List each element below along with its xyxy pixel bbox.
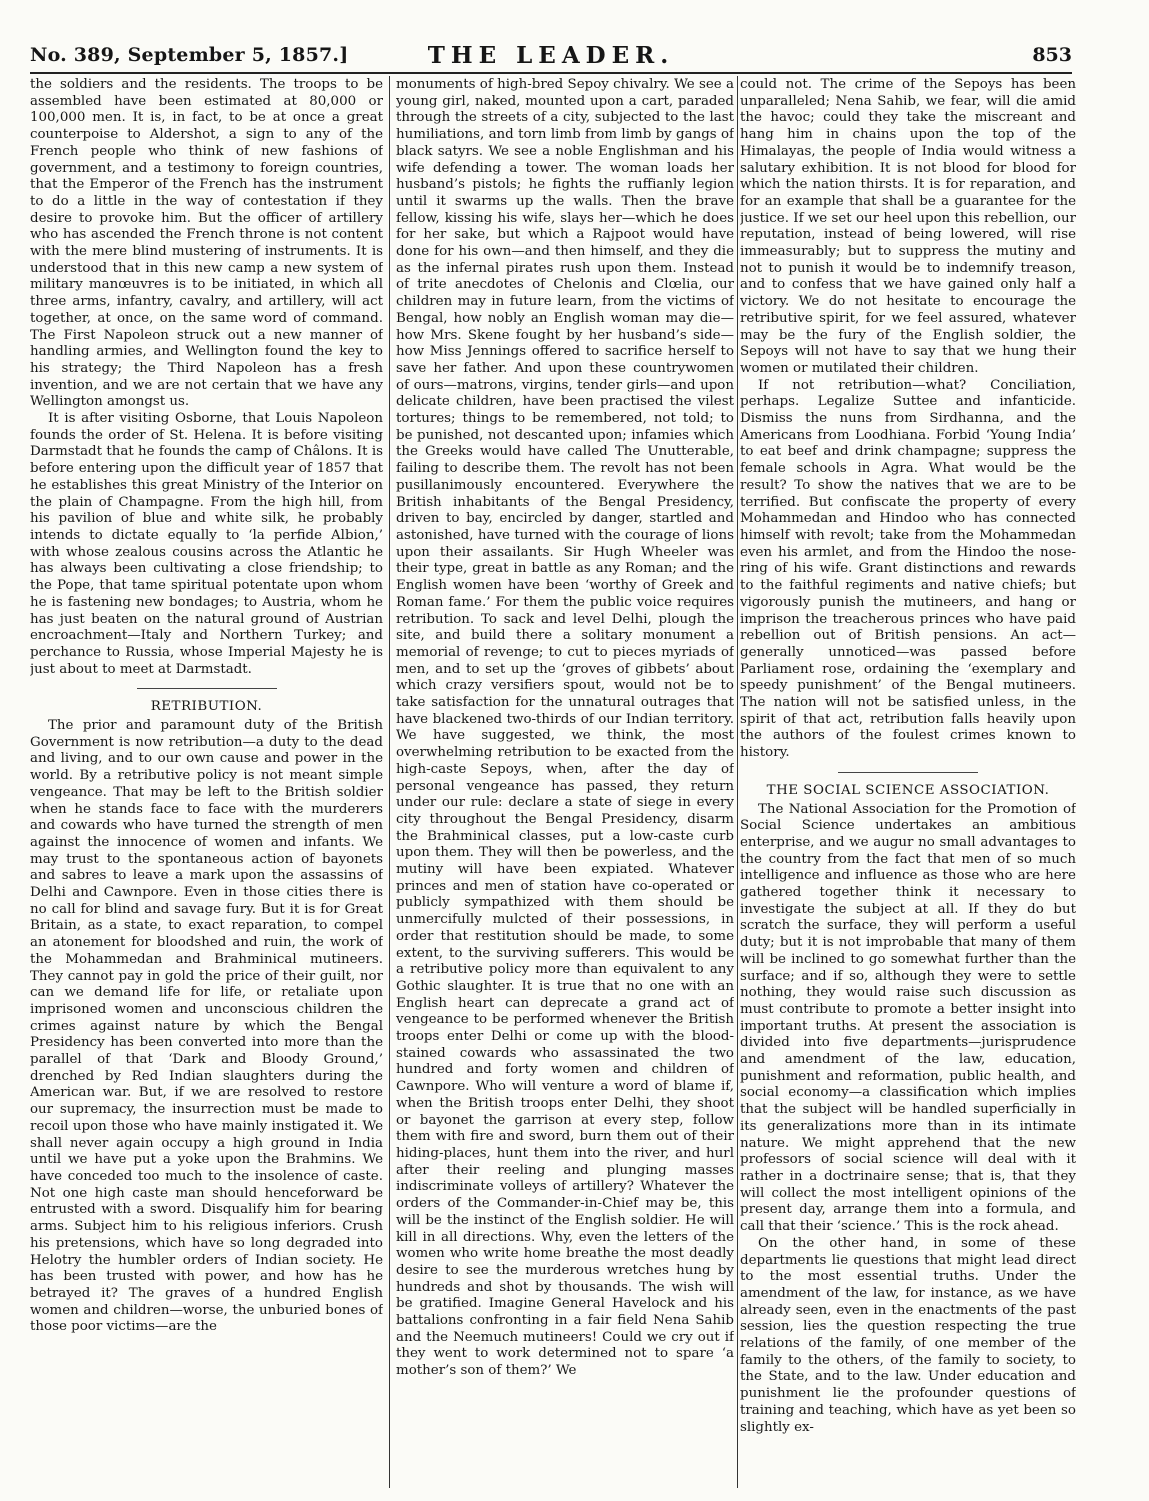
column-1	[30, 77, 383, 1489]
section-divider-2	[838, 772, 978, 773]
heading-retribution: RETRIBUTION.	[150, 699, 263, 715]
column-rule-1	[389, 76, 390, 1488]
paragraph-camp: the soldiers and the residents. The troops to be assembled have been estimated at 80,000 or 100,000 men. It is, in fact, to be at once a great counterpoise to Aldershot, a sign to any of the French people who think of new fashions of government, and a testimony to foreign countries, that the Emperor of the French has the instrument to do a little in the way of contestation if they desire to provoke him. But the officer of artillery who has ascended the French throne is not content with the mere blind mustering of instruments. It is understood that in this new camp a new system of military manœuvres is to be initiated, in which all three arms, infantry, cavalry, and artillery, will act together, at once, on the same word of command. The First Napoleon struck out a new manner of handling armies, and Wellington found the key to his strategy; the Third Napoleon has a fresh invention, and we are not certain that we have any Wellington amongst us.	[30, 77, 383, 410]
column-rule-2	[737, 76, 738, 1488]
heading-social-science: THE SOCIAL SCIENCE ASSOCIATION.	[766, 782, 1050, 798]
masthead	[30, 42, 1072, 74]
page-number: 853	[1032, 44, 1072, 66]
paragraph-osborne: It is after visiting Osborne, that Louis Napoleon founds the order of St. Helena. It is before visiting Darmstadt that he founds the camp of Châlons. It is before entering upon the difficult year of 1857 that he establishes this great Ministry of the Interior on the plain of Champagne. From the high hill, from his pavilion of blue and white silk, he probably intends to dictate equally to ‘la perfide Albion,’ with whose zealous cousins across the Atlantic he has always been cultivating a close friendship; to the Pope, that tame spiritual potentate upon whom he is fastening new bondages; to Austria, whom he has just beaten on the natural ground of Austrian encroachment—Italy and Northern Turkey; and perchance to Russia, whose Imperial Majesty he is just about to meet at Darmstadt.	[30, 411, 383, 677]
paragraph-retribution-2: monuments of high-bred Sepoy chivalry. We see a young girl, naked, mounted upon a cart, paraded through the streets of a city, subjected to the last humiliations, and torn limb from limb by gangs of black satyrs. We see a noble Englishman and his wife defending a tower. The woman loads her husband’s pistols; he fights the ruffianly legion until it swarms up the walls. Then the brave fellow, kissing his wife, slays her—which he does for her sake, but which a Rajpoot would have done for his own—and then himself, and they die as the infernal pirates rush upon them. Instead of trite anecdotes of Chelonis and Clœlia, our children may in future learn, from the victims of Bengal, how nobly an English woman may die—how Mrs. Skene fought by her husband’s side—how Miss Jennings offered to sacrifice herself to save her father. And upon these countrywomen of ours—matrons, virgins, tender girls—and upon delicate children, have been practised the vilest tortures; things to be remembered, not told; to be punished, not descanted upon; infamies which the Greeks would have called The Unutterable, failing to describe them. The revolt has not been pusillanimously encountered. Everywhere the British inhabitants of the Bengal Presidency, driven to bay, encircled by danger, startled and astonished, have turned with the courage of lions upon their assailants. Sir Hugh Wheeler was their type, great in battle as any Roman; and the English women have been ‘worthy of Greek and Roman fame.’ For them the public voice requires retribution. To sack and level Delhi, plough the site, and build there a solitary monument a memorial of revenge; to cut to pieces myriads of men, and to set up the ‘groves of gibbets’ about which crazy versifiers spout, would not be to take satisfaction for the unnatural outrages that have blackened two-thirds of our Indian territory. We have suggested, we think, the most overwhelming retribution to be exacted from the high-caste Sepoys, when, after the day of personal vengeance has passed, they return under our rule: declare a state of siege in every city throughout the Bengal Presidency, disarm the Brahminical classes, put a low-caste curb upon them. They will then be powerless, and the mutiny will have been expiated. Whatever princes and men of station have co-operated or publicly sympathized with them should be unmercifully mulcted of their possessions, in order that restitution should be made, to some extent, to the surviving sufferers. This would be a retributive policy more than equivalent to any Gothic slaughter. It is true that no one with an English heart can deprecate a grand act of vengeance to be performed whenever the British troops enter Delhi or come up with the blood-stained cowards who assassinated the two hundred and forty women and children of Cawnpore. Who will venture a word of blame if, when the British troops enter Delhi, they shoot or bayonet the garrison at every step, follow them with fire and sword, burn them out of their hiding-places, hunt them into the river, and hurl after their reeling and plunging masses indiscriminate volleys of artillery? Whatever the orders of the Commander-in-Chief may be, this will be the instinct of the English soldier. He will kill in all directions. Why, even the letters of the women who write home breathe the most deadly desire to see the murderous wretches hung by hundreds and shot by thousands. The wish will be gratified. Imagine General Havelock and his battalions confronting in a fair field Nena Sahib and the Neemuch mutineers! Could we cry out if they went to work determined not to spare ‘a mother’s son of them?’ We	[396, 77, 734, 1379]
newspaper-title: THE LEADER.	[427, 42, 675, 69]
paragraph-retribution-1: The prior and paramount duty of the British Government is now retribution—a duty to the dead and living, and to our own cause and power in the world. By a retributive policy is not meant simple vengeance. That may be left to the British soldier when he stands face to face with the murderers and cowards who have turned the strength of men against the innocence of women and infants. We may trust to the spontaneous action of bayonets and sabres to leave a mark upon the assassins of Delhi and Cawnpore. Even in those cities there is no call for blind and savage fury. But it is for Great Britain, as a state, to exact reparation, to compel an atonement for bloodshed and ruin, the work of the Mohammedan and Brahminical mutineers. They cannot pay in gold the price of their guilt, nor can we demand life for life, or retaliate upon imprisoned women and unconscious children the crimes against nature by which the Bengal Presidency has been converted into more than the parallel of that ‘Dark and Bloody Ground,’ drenched by Red Indian slaughters during the American war. But, if we are resolved to restore our supremacy, the insurrection must be made to recoil upon those who have mainly instigated it. We shall never again occupy a high ground in India until we have put a yoke upon the Brahmins. We have conceded too much to the insolence of caste. Not one high caste man should henceforward be entrusted with a sword. Disqualify him for bearing arms. Subject him to his religious inferiors. Crush his pretensions, which have so long degraded into Helotry the humbler orders of Indian society. He has been trusted with power, and how has he betrayed it? The graves of a hundred English women and children—worse, the unburied bones of those poor victims—are the	[30, 718, 383, 1335]
section-divider	[137, 688, 277, 689]
paragraph-retribution-3: could not. The crime of the Sepoys has been unparalleled; Nena Sahib, we fear, will die amid the havoc; could they take the miscreant and hang him in chains upon the top of the Himalayas, the people of India would witness a salutary exhibition. It is not blood for blood for which the nation thirsts. It is for reparation, and for an example that shall be a guarantee for the justice. If we set our heel upon this rebellion, our reputation, instead of being lowered, will rise immeasurably; but to suppress the mutiny and not to punish it would be to indemnify treason, and to confess that we have gained only half a victory. We do not hesitate to encourage the retributive spirit, for we feel assured, whatever may be the fury of the English soldier, the Sepoys will not have to say that we hung their women or mutilated their children.	[740, 77, 1076, 376]
paragraph-conciliation: If not retribution—what? Conciliation, perhaps. Legalize Suttee and infanticide. Dismiss the nuns from Sirdhanna, and the Americans from Loodhiana. Forbid ‘Young India’ to eat beef and drink champagne; suppress the female schools in Agra. What would be the result? To show the natives that we are to be terrified. But confiscate the property of every Mohammedan and Hindoo who has connected himself with revolt; take from the Mohammedan even his armlet, and from the Hindoo the nose-ring of his wife. Grant distinctions and rewards to the faithful regiments and native chiefs; but vigorously punish the mutineers, and hang or imprison the treacherous princes who have paid rebellion out of British pensions. An act—generally unnoticed—was passed before Parliament rose, ordaining the ‘exemplary and speedy punishment’ of the Bengal mutineers. The nation will not be satisfied unless, in the spirit of that act, retribution falls heavily upon the authors of the foulest crimes known to history.	[740, 377, 1076, 761]
column-2	[396, 77, 734, 1489]
paragraph-social-science-2: On the other hand, in some of these departments lie questions that might lead direct to the most essential truths. Under the amendment of the law, for instance, as we have already seen, even in the enactments of the past session, lies the question respecting the true relations of the family, of one member of the family to the others, of the family to society, to the State, and to the law. Under education and punishment lie the profounder questions of training and teaching, which have as yet been so slightly ex-	[740, 1235, 1076, 1435]
column-3	[740, 77, 1076, 1489]
paragraph-social-science-1: The National Association for the Promotion of Social Science undertakes an ambitious enterprise, and we augur no small advantages to the country from the fact that men of so much intelligence and influence as those who are here gathered together think it necessary to investigate the subject at all. If they do but scratch the surface, they will perform a useful duty; but it is not improbable that many of them will be inclined to go somewhat further than the surface; and if so, although they were to settle nothing, they would raise such discussion as must contribute to promote a better insight into important truths. At present the association is divided into five departments—jurisprudence and amendment of the law, education, punishment and reformation, public health, and social economy—a classification which implies that the subject will be handled superficially in its generalizations more than in its intimate nature. We might apprehend that the new professors of social science will deal with it rather in a doctrinaire sense; that is, that they will collect the most intelligent opinions of the present day, arrange them into a formula, and call that their ‘science.’ This is the rock ahead.	[740, 801, 1076, 1235]
issue-date: No. 389, September 5, 1857.]	[30, 44, 349, 66]
